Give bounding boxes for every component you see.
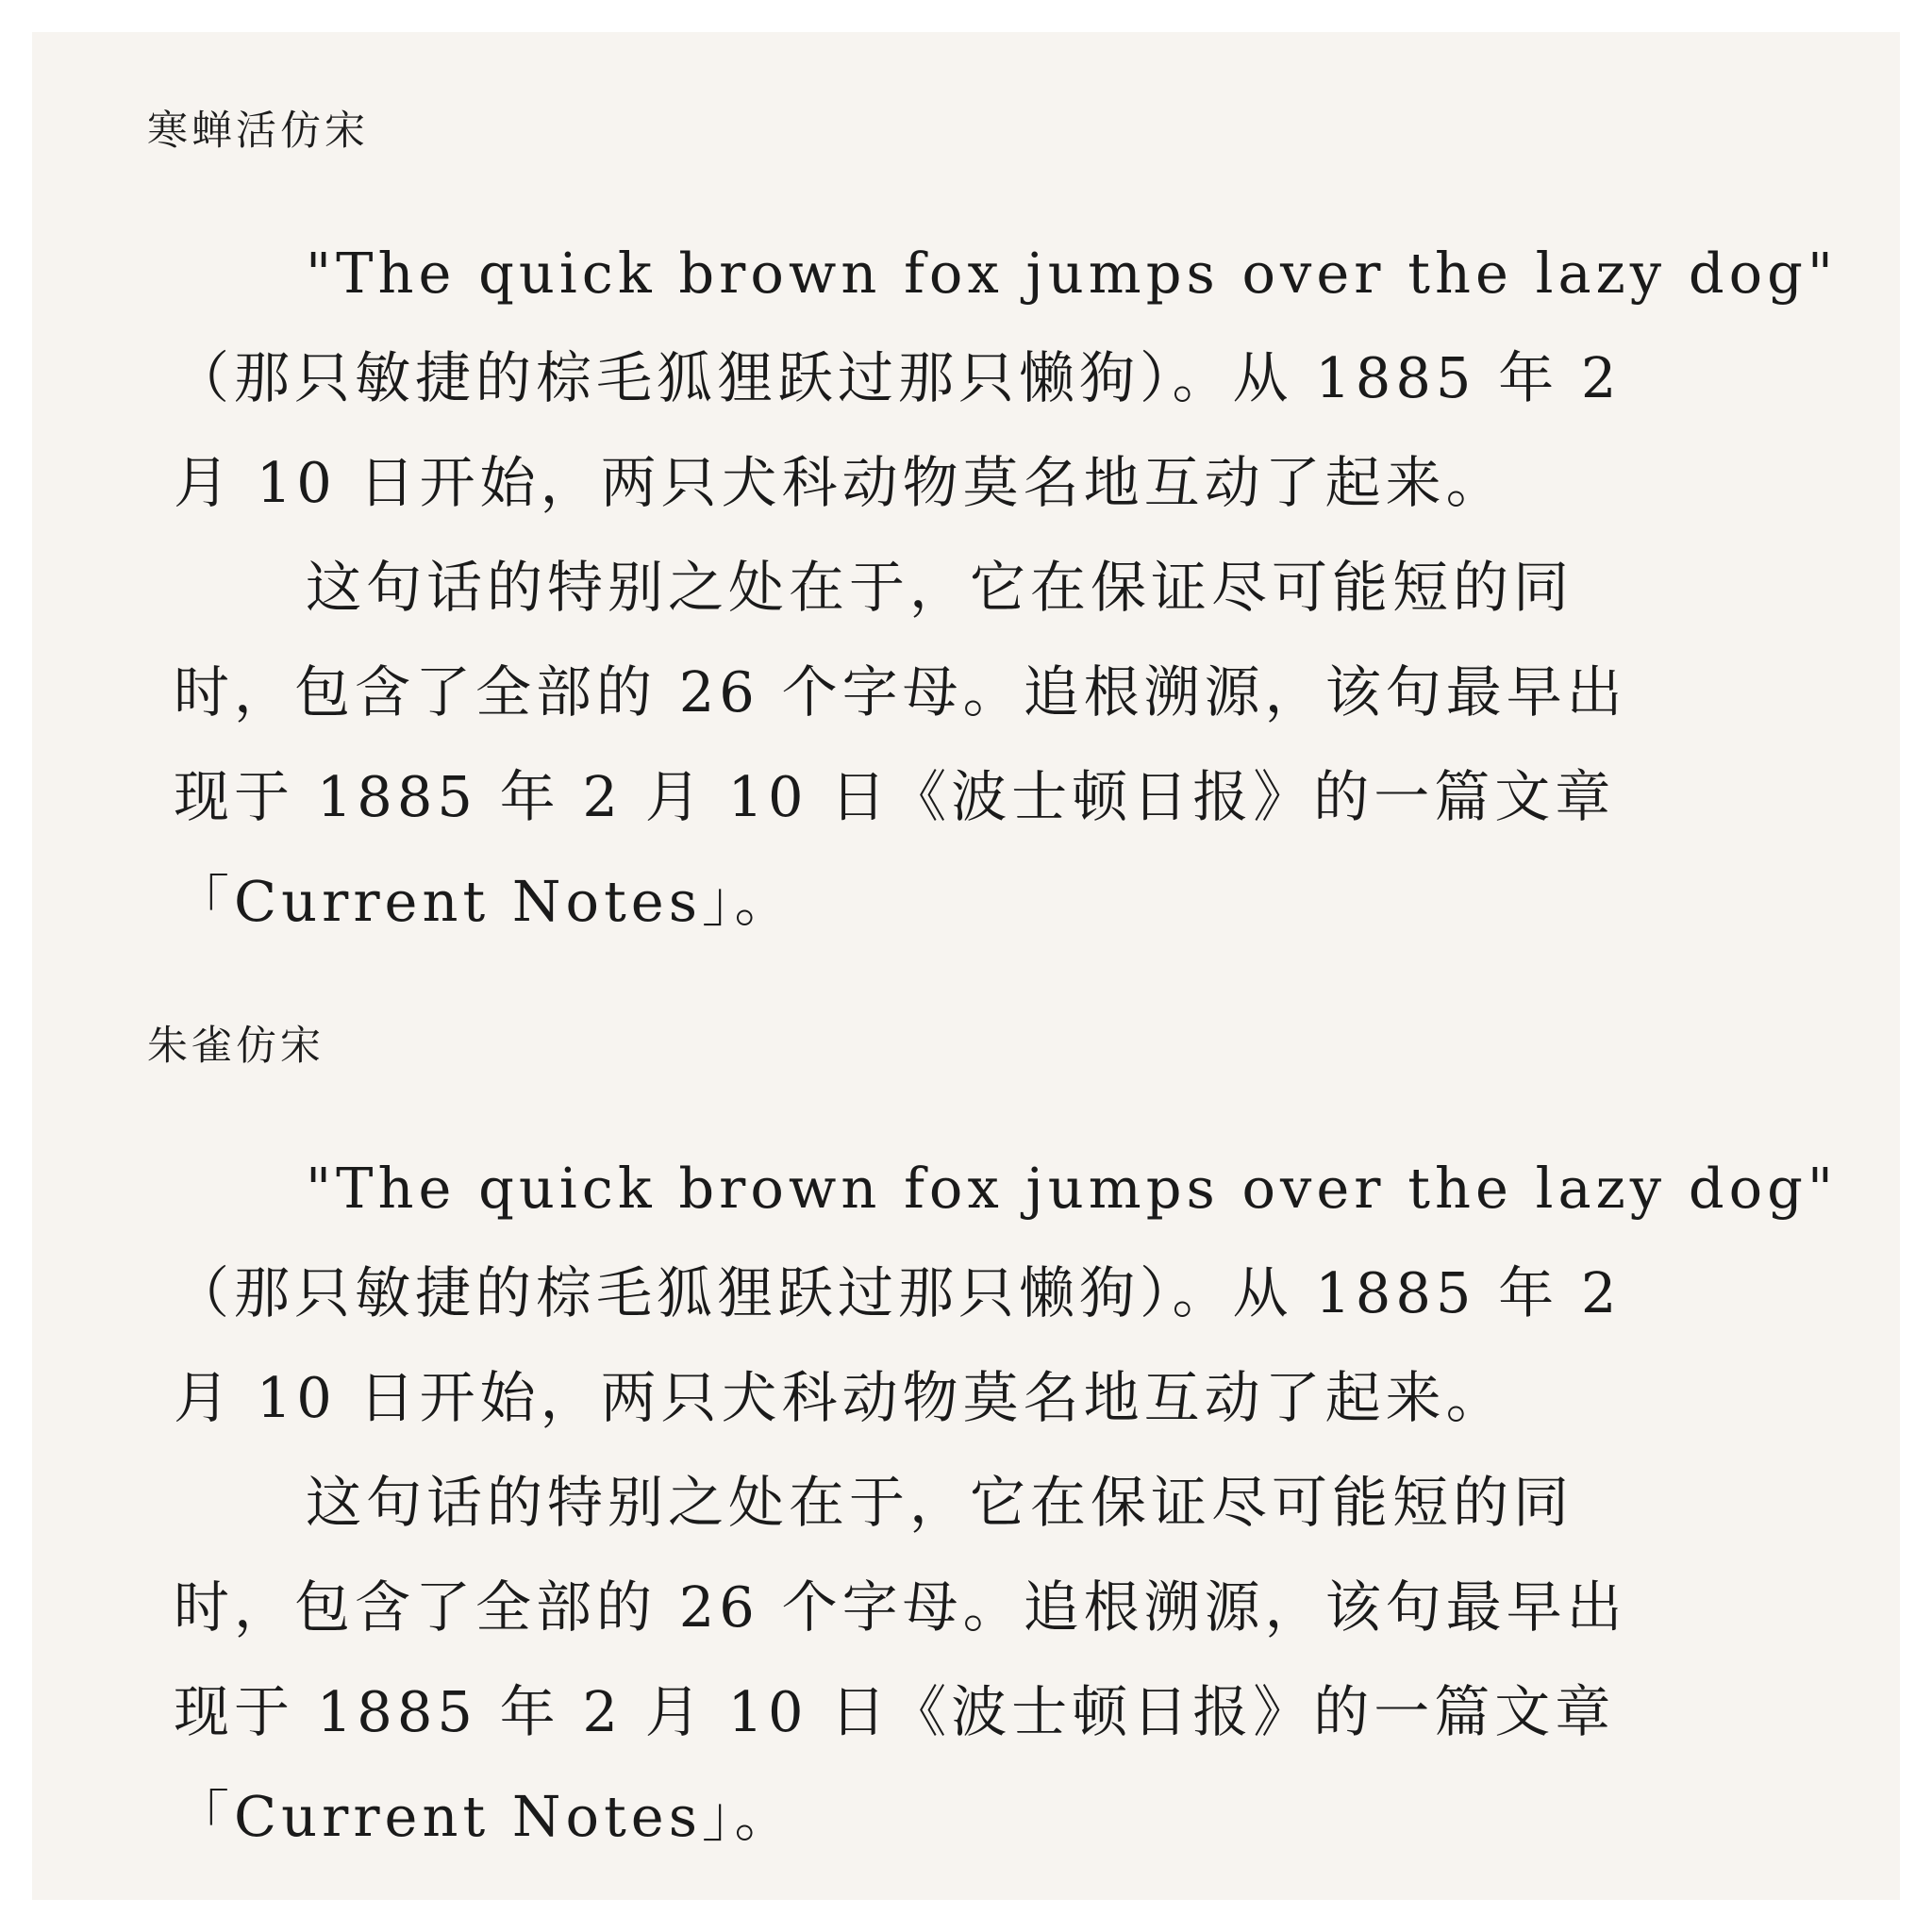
sample-passage (174, 1136, 1839, 1869)
text-line: 月 10 日开始，两只犬科动物莫名地互动了起来。 (174, 450, 1507, 515)
text-line: 这句话的特别之处在于，它在保证尽可能短的同 (306, 1470, 1574, 1535)
text-line: "The quick brown fox jumps over the lazy dog" (306, 241, 1839, 306)
text-line: "The quick brown fox jumps over the lazy dog" (306, 1156, 1839, 1221)
text-line: （那只敏捷的棕毛狐狸跃过那只懒狗）。从 1885 年 2 (174, 1260, 1622, 1325)
sample-passage (174, 221, 1839, 954)
font-name-label: 寒蝉活仿宋 (147, 108, 369, 155)
text-line: 现于 1885 年 2 月 10 日《波士顿日报》的一篇文章 (174, 764, 1616, 829)
font-name-label: 朱雀仿宋 (147, 1023, 325, 1070)
text-line: 「Current Notes」。 (174, 869, 795, 934)
specimen-page (32, 32, 1900, 1900)
text-line: （那只敏捷的棕毛狐狸跃过那只懒狗）。从 1885 年 2 (174, 345, 1622, 410)
text-line: 「Current Notes」。 (174, 1784, 795, 1849)
text-line: 时，包含了全部的 26 个字母。追根溯源，该句最早出 (174, 1574, 1627, 1640)
text-line: 现于 1885 年 2 月 10 日《波士顿日报》的一篇文章 (174, 1679, 1616, 1744)
text-line: 月 10 日开始，两只犬科动物莫名地互动了起来。 (174, 1365, 1507, 1430)
text-line: 时，包含了全部的 26 个字母。追根溯源，该句最早出 (174, 659, 1627, 724)
text-line: 这句话的特别之处在于，它在保证尽可能短的同 (306, 555, 1574, 620)
